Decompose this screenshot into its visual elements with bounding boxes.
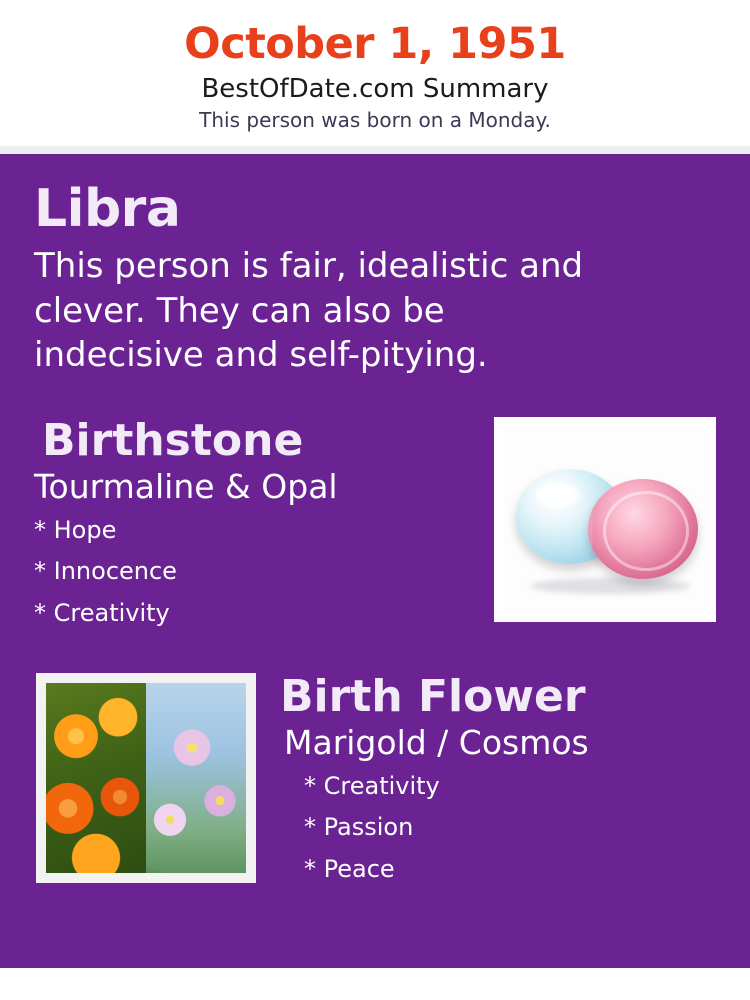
birthstone-section xyxy=(34,414,716,647)
page-title: October 1, 1951 xyxy=(184,19,566,69)
birth-flower-text xyxy=(280,670,716,884)
birthstone-trait: * Hope xyxy=(34,515,117,544)
birth-flower-trait: * Creativity xyxy=(304,771,440,800)
birthstone-image-inner xyxy=(504,427,706,612)
header-divider xyxy=(0,146,750,154)
birthstone-name: Tourmaline & Opal xyxy=(34,467,338,507)
birth-flower-name: Marigold / Cosmos xyxy=(284,723,589,763)
birthstone-image xyxy=(494,417,716,622)
birthstone-trait: * Innocence xyxy=(34,557,177,586)
marigold-photo-icon xyxy=(46,683,146,873)
birth-flower-traits xyxy=(304,773,716,884)
gemstone-shadow xyxy=(530,578,690,594)
zodiac-sign-title: Libra xyxy=(34,178,181,239)
birth-day-note: This person was born on a Monday. xyxy=(199,107,551,132)
birth-flower-section xyxy=(34,670,716,893)
birthstone-title: Birthstone xyxy=(42,414,304,466)
site-name: BestOfDate.com Summary xyxy=(201,74,549,105)
page-header xyxy=(0,0,750,146)
flower-image-split xyxy=(46,683,246,873)
cosmos-photo-icon xyxy=(146,683,246,873)
zodiac-section xyxy=(34,178,716,377)
zodiac-description: This person is fair, idealistic and clever. They can also be indecisive and self-pitying. xyxy=(34,246,584,375)
birth-flower-image xyxy=(36,673,256,883)
birthstone-trait: * Creativity xyxy=(34,599,170,628)
birthstone-text xyxy=(34,414,464,628)
birth-flower-trait: * Peace xyxy=(304,855,395,884)
tourmaline-gem-icon xyxy=(588,479,698,579)
gem-facets xyxy=(588,479,698,579)
birth-flower-title: Birth Flower xyxy=(280,670,586,722)
summary-panel xyxy=(0,154,750,968)
birth-flower-trait: * Passion xyxy=(304,813,414,842)
